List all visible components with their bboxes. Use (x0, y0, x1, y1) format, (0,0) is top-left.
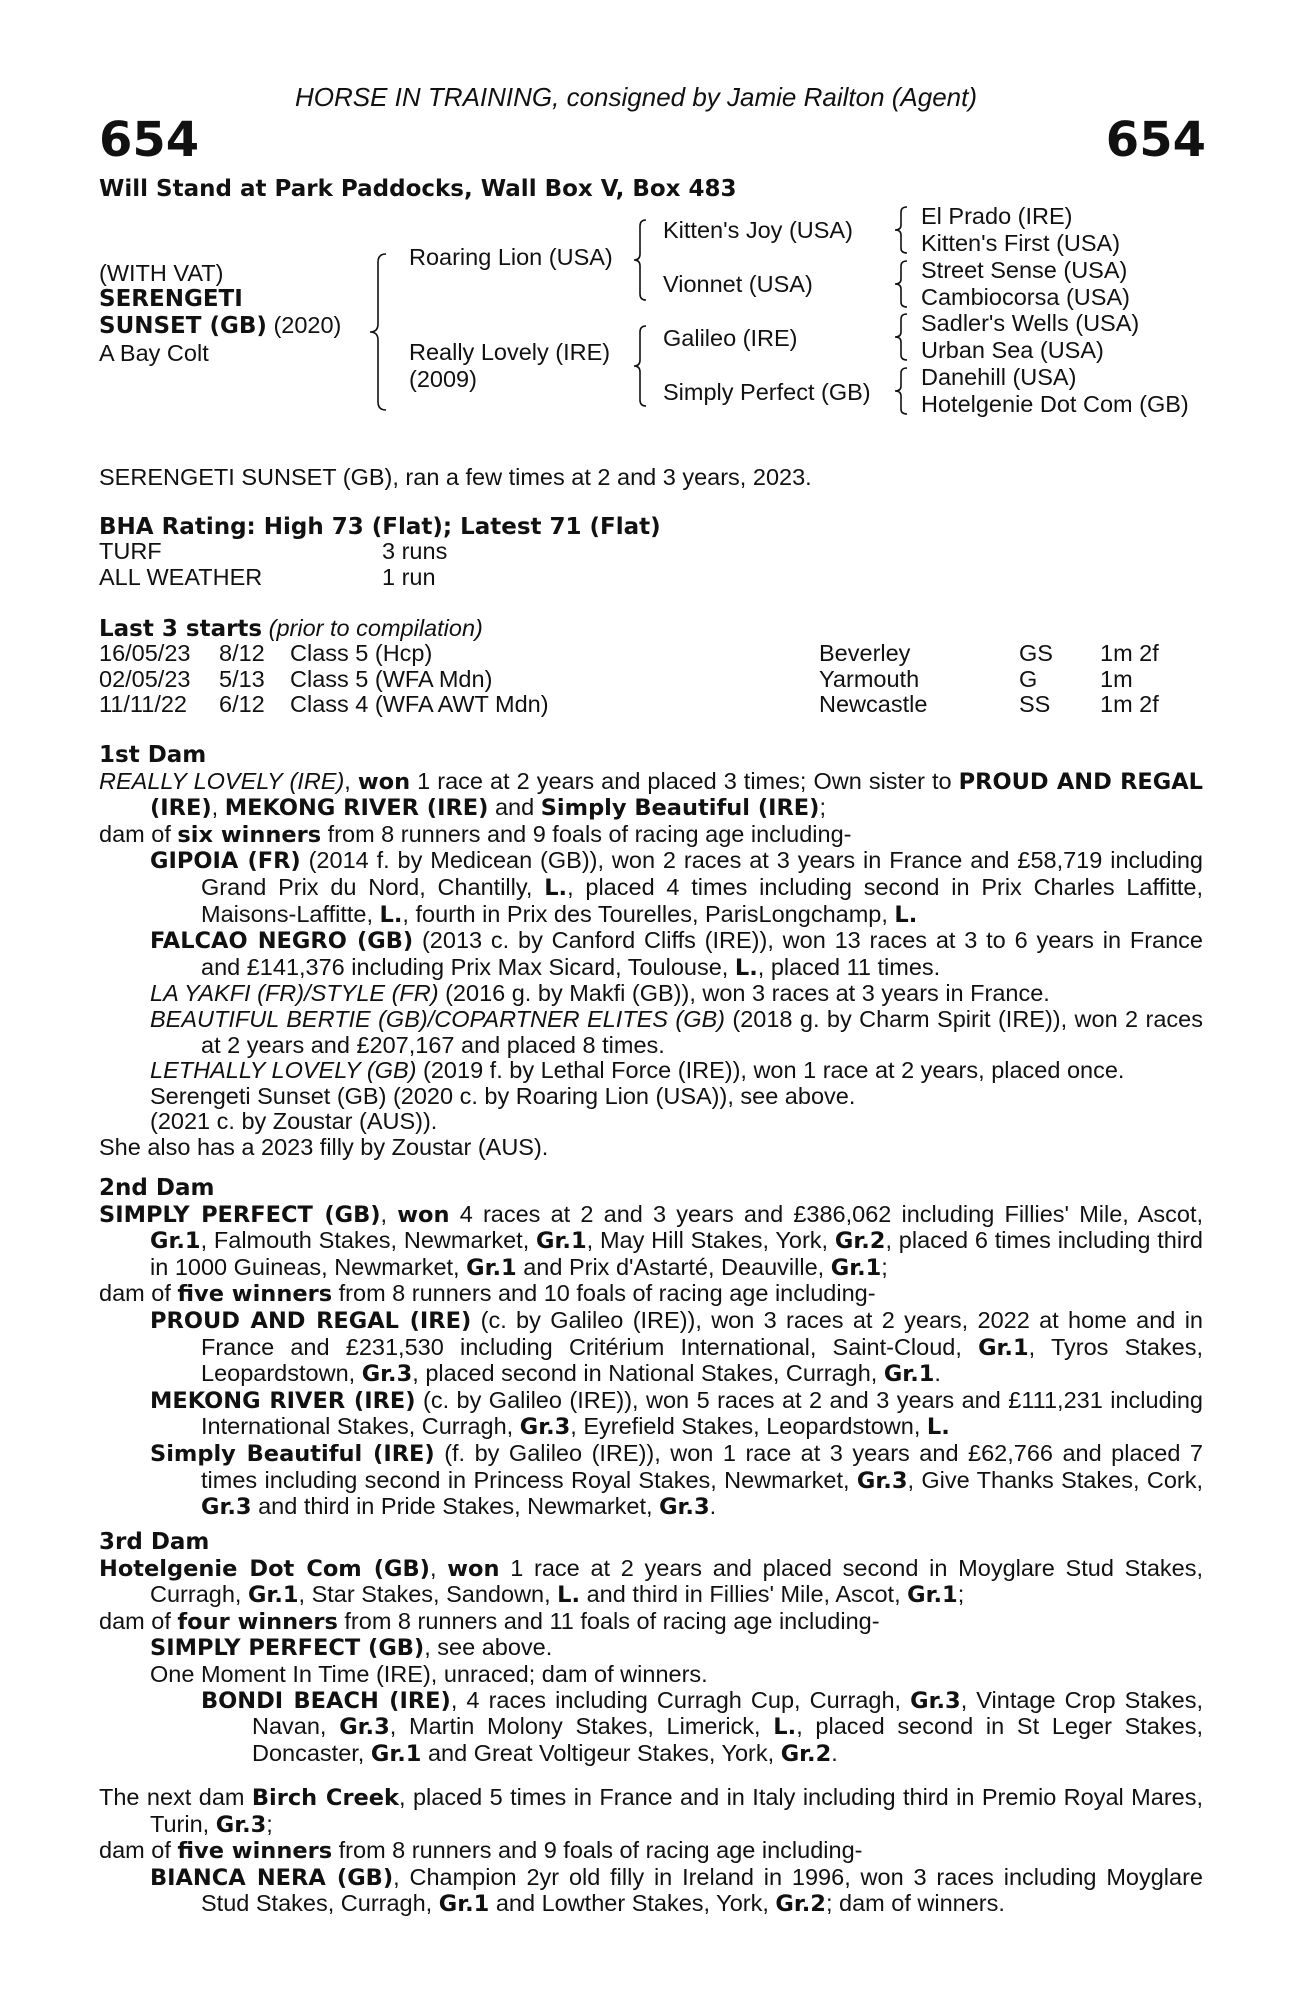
table-row (99, 692, 1159, 718)
start-distance: 1m 2f (1100, 640, 1159, 666)
pedigree-brace-gg1 (891, 204, 913, 256)
pedigree-sire-dam: Vionnet (USA) (663, 271, 813, 297)
pedigree-gg-4: Cambiocorsa (USA) (921, 284, 1130, 310)
pedigree-gg-8: Hotelgenie Dot Com (GB) (921, 391, 1189, 417)
start-date: 16/05/23 (99, 640, 191, 666)
start-position: 8/12 (219, 640, 265, 666)
offspring-serengeti-sunset: Serengeti Sunset (GB) (2020 c. by Roaring Lion (USA)), see above. (150, 1082, 856, 1109)
pedigree-gg-2: Kitten's First (USA) (921, 230, 1121, 256)
last-starts-heading (99, 616, 483, 643)
pedigree-gg-3: Street Sense (USA) (921, 257, 1128, 283)
pedigree-brace-gg4 (891, 365, 913, 417)
rating-runs-turf: 3 runs (382, 538, 448, 564)
start-position: 5/13 (219, 665, 265, 692)
last-starts-note: (prior to compilation) (268, 615, 483, 641)
pedigree-brace-gg3 (891, 311, 913, 363)
vat-label: (WITH VAT) (99, 260, 224, 286)
start-distance: 1m (1100, 665, 1133, 692)
third-dam-produce: dam of four winners from 8 runners and 11 foals of racing age including- (99, 1607, 880, 1635)
pedigree-dam-dam: Simply Perfect (GB) (663, 379, 871, 405)
pedigree-brace-gg2 (891, 258, 913, 310)
pedigree-gg-6: Urban Sea (USA) (921, 337, 1104, 363)
offspring-gipoia: GIPOIA (FR) (2014 f. by Medicean (GB)), won 2 races at 3 years in France and £58,719 including Grand Prix du Nord, Chantilly, L., placed 4 times including second in Prix Charles Laffitte, Maisons-Laffitte, L., fourth in Prix des Tourelles, ParisLongchamp, L. (150, 847, 1203, 928)
second-dam-section (99, 1176, 1203, 1521)
start-course: Beverley (819, 640, 911, 666)
offspring-simply-beautiful: Simply Beautiful (IRE) (f. by Galileo (IRE)), won 1 race at 3 years and £62,766 and placed 7 times including second in Princess Royal Stakes, Newmarket, Gr.3, Give Thanks Stakes, Cork, Gr.3 and third in Pride Stakes, Newmarket, Gr.3. (150, 1439, 1203, 1521)
start-date: 11/11/22 (99, 691, 187, 718)
first-dam-section (99, 743, 1203, 1161)
lot-number-right: 654 (1105, 112, 1206, 168)
horse-name-line2-row (99, 313, 341, 340)
next-dam-produce: dam of five winners from 8 runners and 9 foals of racing age including- (99, 1837, 863, 1865)
second-dam-heading: 2nd Dam (99, 1175, 215, 1201)
start-race: Class 4 (WFA AWT Mdn) (290, 691, 549, 718)
next-dam-section (99, 1785, 1203, 1918)
pedigree-dam: Really Lovely (IRE) (409, 339, 611, 365)
rating-surface-aw: ALL WEATHER (99, 564, 263, 590)
next-dam-record: The next dam Birch Creek, placed 5 times in France and in Italy including third in Premio Royal Mares, Turin, Gr.3; (99, 1784, 1204, 1838)
start-race: Class 5 (Hcp) (290, 640, 433, 666)
offspring-2021-colt: (2021 c. by Zoustar (AUS)). (150, 1108, 438, 1135)
pedigree-brace-sire (630, 218, 652, 302)
third-dam-heading: 3rd Dam (99, 1529, 210, 1555)
pedigree-sire: Roaring Lion (USA) (409, 244, 613, 270)
offspring-one-moment-in-time: One Moment In Time (IRE), unraced; dam of winners. (150, 1660, 708, 1687)
offspring-proud-and-regal: PROUD AND REGAL (IRE) (c. by Galileo (IRE)), won 3 races at 2 years, 2022 at home and in France and £231,530 including Critérium International, Saint-Cloud, Gr.1, Tyros Stakes, Leopardstown, Gr.3, placed second in National Stakes, Curragh, Gr.1. (150, 1306, 1203, 1388)
first-dam-record: REALLY LOVELY (IRE), won 1 race at 2 years and placed 3 times; Own sister to PROUD AND REGAL (IRE), MEKONG RIVER (IRE) and Simply Beautiful (IRE); (99, 767, 1204, 822)
rating-runs-aw: 1 run (382, 564, 436, 590)
offspring-bondi-beach: BONDI BEACH (IRE), 4 races including Curragh Cup, Curragh, Gr.3, Vintage Crop Stakes, Navan, Gr.3, Martin Molony Stakes, Limerick, L., placed second in St Leger Stakes, Doncaster, Gr.1 and Great Voltigeur Stakes, York, Gr.2. (201, 1686, 1204, 1767)
start-going: SS (1019, 691, 1051, 718)
table-row (99, 641, 1159, 667)
horse-description: A Bay Colt (99, 340, 209, 366)
last-starts-title: Last 3 starts (99, 616, 263, 642)
second-dam-produce: dam of five winners from 8 runners and 10 foals of racing age including- (99, 1280, 876, 1308)
pedigree-gg-7: Danehill (USA) (921, 364, 1077, 390)
start-course: Newcastle (819, 691, 928, 718)
start-race: Class 5 (WFA Mdn) (290, 665, 493, 692)
offspring-falcao-negro: FALCAO NEGRO (GB) (2013 c. by Canford Cliffs (IRE)), won 13 races at 3 to 6 years in France and £141,376 including Prix Max Sicard, Toulouse, L., placed 11 times. (150, 927, 1203, 981)
start-distance: 1m 2f (1100, 691, 1159, 718)
second-dam-record: SIMPLY PERFECT (GB), won 4 races at 2 and 3 years and £386,062 including Fillies' Mile, Ascot, Gr.1, Falmouth Stakes, Newmarket, Gr.1, May Hill Stakes, York, Gr.2, placed 6 times including third in 1000 Guineas, Newmarket, Gr.1 and Prix d'Astarté, Deauville, Gr.1; (99, 1200, 1203, 1281)
consignment-line: HORSE IN TRAINING, consigned by Jamie Railton (Agent) (295, 82, 978, 112)
horse-name-line1: SERENGETI (99, 286, 243, 312)
offspring-mekong-river: MEKONG RIVER (IRE) (c. by Galileo (IRE)), won 5 races at 2 and 3 years and £111,231 including International Stakes, Curragh, Gr.3, Eyrefield Stakes, Leopardstown, L. (150, 1386, 1203, 1441)
pedigree-brace-main (366, 252, 392, 412)
race-summary: SERENGETI SUNSET (GB), ran a few times at 2 and 3 years, 2023. (99, 464, 812, 490)
offspring-lethally-lovely: LETHALLY LOVELY (GB) (2019 f. by Lethal Force (IRE)), won 1 race at 2 years, placed once. (150, 1057, 1125, 1084)
start-position: 6/12 (219, 691, 265, 718)
table-row (99, 667, 1159, 693)
start-course: Yarmouth (819, 665, 920, 692)
pedigree-gg-5: Sadler's Wells (USA) (921, 310, 1140, 336)
pedigree-brace-dam (630, 324, 652, 408)
start-going: GS (1019, 640, 1053, 666)
rating-surface-turf: TURF (99, 538, 162, 564)
last-starts-table (99, 641, 1159, 718)
pedigree-dam-year: (2009) (409, 366, 477, 392)
horse-name-line2: SUNSET (GB) (99, 313, 267, 339)
pedigree-dam-sire: Galileo (IRE) (663, 325, 798, 351)
start-going: G (1019, 665, 1038, 692)
lot-number-left: 654 (99, 112, 200, 168)
third-dam-record: Hotelgenie Dot Com (GB), won 1 race at 2 years and placed second in Moyglare Stud Stakes, Curragh, Gr.1, Star Stakes, Sandown, L. and third in Fillies' Mile, Ascot, Gr.1; (99, 1554, 1203, 1609)
first-dam-produce: dam of six winners from 8 runners and 9 foals of racing age including- (99, 820, 852, 848)
pedigree-sire-sire: Kitten's Joy (USA) (663, 217, 853, 243)
horse-year: (2020) (273, 312, 342, 338)
bha-rating: BHA Rating: High 73 (Flat); Latest 71 (Flat) (99, 514, 661, 540)
first-dam-2023-filly: She also has a 2023 filly by Zoustar (AUS). (99, 1133, 549, 1160)
offspring-simply-perfect: SIMPLY PERFECT (GB), see above. (150, 1634, 553, 1662)
start-date: 02/05/23 (99, 665, 191, 692)
pedigree-gg-1: El Prado (IRE) (921, 203, 1073, 229)
offspring-bianca-nera: BIANCA NERA (GB), Champion 2yr old filly in Ireland in 1996, won 3 races including Moyglare Stud Stakes, Curragh, Gr.1 and Lowther Stakes, York, Gr.2; dam of winners. (150, 1863, 1203, 1918)
offspring-beautiful-bertie: BEAUTIFUL BERTIE (GB)/COPARTNER ELITES (GB) (2018 g. by Charm Spirit (IRE)), won 2 races at 2 years and £207,167 and placed 8 times. (150, 1005, 1203, 1058)
offspring-la-yakfi: LA YAKFI (FR)/STYLE (FR) (2016 g. by Makfi (GB)), won 3 races at 3 years in France. (150, 980, 1050, 1007)
stand-location: Will Stand at Park Paddocks, Wall Box V, Box 483 (99, 176, 737, 202)
first-dam-heading: 1st Dam (99, 742, 207, 768)
third-dam-section (99, 1530, 1203, 1767)
